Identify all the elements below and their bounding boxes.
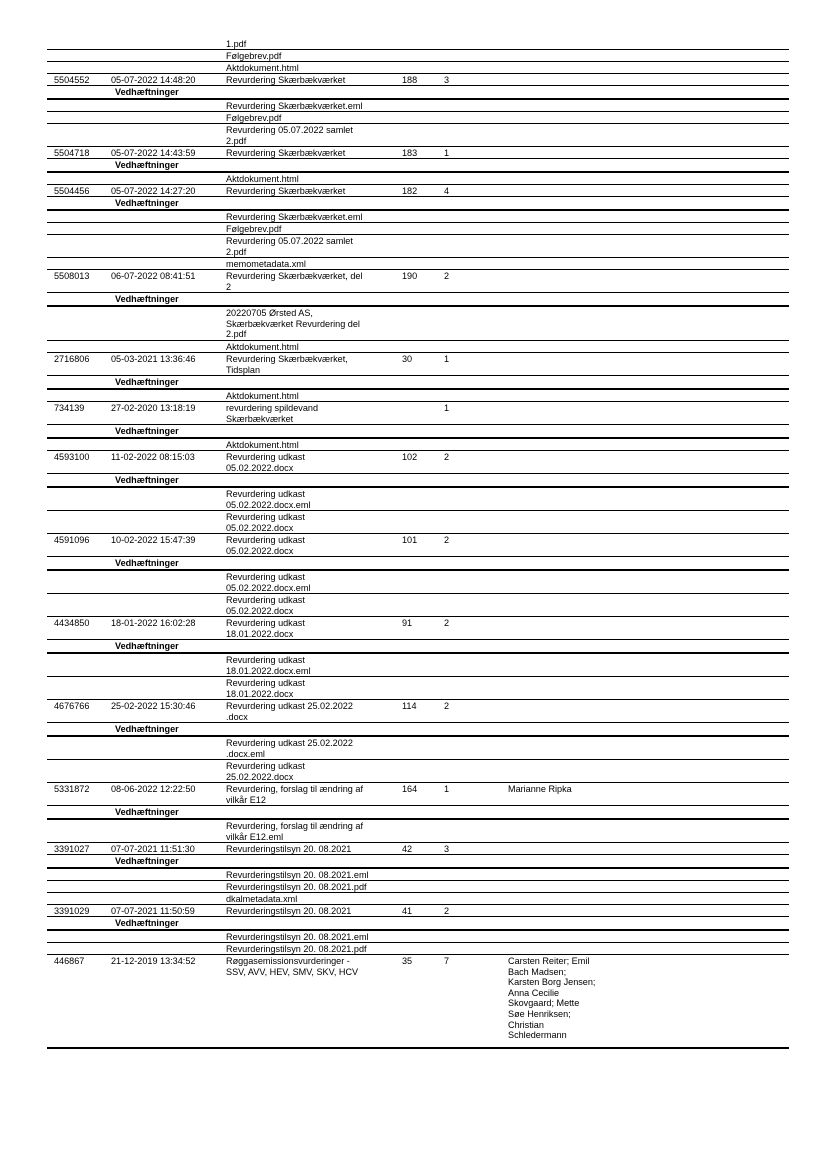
attachment-row — [47, 594, 789, 617]
document-title: Røggasemissionsvurderinger - SSV, AVV, HEV, SMV, SKV, HCV — [226, 956, 359, 977]
attachment-row — [47, 112, 789, 124]
attachment-filename: Revurdering udkast 05.02.2022.docx.eml — [226, 572, 311, 593]
attachments-label: Vedhæftninger — [115, 724, 179, 734]
attachment-row — [47, 258, 789, 270]
attachment-row — [47, 677, 789, 700]
document-row — [47, 843, 789, 855]
attachment-row — [47, 654, 789, 677]
document-id: 4593100 — [54, 452, 90, 462]
document-id: 4676766 — [54, 701, 90, 711]
attachment-filename: Aktdokument.html — [226, 63, 299, 73]
attachment-filename: Revurdering 05.07.2022 samlet 2.pdf — [226, 236, 353, 257]
attachment-filename: Revurdering udkast 05.02.2022.docx.eml — [226, 489, 311, 510]
attachment-filename: Aktdokument.html — [226, 174, 299, 184]
attachment-filename: Revurderingstilsyn 20. 08.2021.eml — [226, 870, 369, 880]
attachments-header-row — [47, 855, 789, 869]
document-number: 164 — [402, 784, 418, 794]
attachments-label: Vedhæftninger — [115, 918, 179, 928]
document-date: 08-06-2022 12:22:50 — [111, 784, 196, 794]
attachment-filename: Aktdokument.html — [226, 440, 299, 450]
attachments-label: Vedhæftninger — [115, 475, 179, 485]
document-number: 190 — [402, 271, 418, 281]
attachments-label: Vedhæftninger — [115, 856, 179, 866]
attachment-count: 2 — [444, 271, 450, 281]
attachment-count: 2 — [444, 618, 450, 628]
document-title: Revurdering udkast 18.01.2022.docx — [226, 618, 305, 639]
attachments-header-row — [47, 376, 789, 390]
attachment-filename: Aktdokument.html — [226, 391, 299, 401]
attachments-header-row — [47, 474, 789, 488]
attachments-header-row — [47, 293, 789, 307]
document-date: 25-02-2022 15:30:46 — [111, 701, 196, 711]
attachments-header-row — [47, 86, 789, 100]
attachment-row — [47, 943, 789, 955]
attachments-header-row — [47, 197, 789, 211]
attachment-row — [47, 124, 789, 147]
attachments-label: Vedhæftninger — [115, 558, 179, 568]
attachments-label: Vedhæftninger — [115, 294, 179, 304]
document-row — [47, 402, 789, 425]
document-number: 35 — [402, 956, 413, 966]
attachments-header-row — [47, 806, 789, 820]
attachments-header-row — [47, 917, 789, 931]
attachment-filename: Følgebrev.pdf — [226, 51, 282, 61]
attachments-header-row — [47, 723, 789, 737]
document-row — [47, 74, 789, 86]
document-number: 114 — [402, 701, 417, 711]
attachment-filename: Følgebrev.pdf — [226, 113, 282, 123]
document-date: 27-02-2020 13:18:19 — [111, 403, 196, 413]
document-title: Revurdering, forslag til ændring af vilkår E12 — [226, 784, 363, 805]
document-date: 05-07-2022 14:43:59 — [111, 148, 196, 158]
attachment-row — [47, 439, 789, 451]
attachment-row — [47, 881, 789, 893]
attachment-filename: Revurderingstilsyn 20. 08.2021.pdf — [226, 944, 367, 954]
attachment-row — [47, 50, 789, 62]
attachment-filename: 20220705 Ørsted AS, Skærbækværket Revurdering del 2.pdf — [226, 308, 360, 340]
attachment-count: 2 — [444, 452, 450, 462]
attachment-count: 2 — [444, 701, 450, 711]
attachment-count: 1 — [444, 784, 450, 794]
document-title: Revurdering udkast 05.02.2022.docx — [226, 452, 305, 473]
attachment-filename: Revurdering udkast 18.01.2022.docx.eml — [226, 655, 311, 676]
document-number: 30 — [402, 354, 413, 364]
document-date: 07-07-2021 11:51:30 — [111, 844, 195, 854]
document-row — [47, 955, 789, 1049]
document-row — [47, 783, 789, 806]
attachment-filename: Revurdering Skærbækværket.eml — [226, 212, 363, 222]
attachment-row — [47, 341, 789, 353]
document-id: 5504456 — [54, 186, 90, 196]
document-date: 11-02-2022 08:15:03 — [111, 452, 195, 462]
attachment-row — [47, 760, 789, 783]
document-title: Revurdering Skærbækværket, Tidsplan — [226, 354, 348, 375]
attachment-count: 2 — [444, 535, 450, 545]
attachment-count: 3 — [444, 75, 450, 85]
document-number: 188 — [402, 75, 418, 85]
document-number: 41 — [402, 906, 413, 916]
document-date: 07-07-2021 11:50:59 — [111, 906, 195, 916]
attachment-filename: 1.pdf — [226, 39, 247, 49]
attachment-filename: Revurdering udkast 05.02.2022.docx — [226, 512, 305, 533]
attachment-row — [47, 737, 789, 760]
attachments-label: Vedhæftninger — [115, 807, 179, 817]
document-id: 5504552 — [54, 75, 90, 85]
document-row — [47, 700, 789, 723]
document-number: 91 — [402, 618, 413, 628]
document-id: 5508013 — [54, 271, 90, 281]
attachment-row — [47, 211, 789, 223]
document-id: 5504718 — [54, 148, 90, 158]
attachment-row — [47, 62, 789, 74]
document-title: Revurdering Skærbækværket — [226, 186, 346, 196]
attachment-count: 1 — [444, 403, 450, 413]
attachment-filename: Aktdokument.html — [226, 342, 299, 352]
attachment-count: 3 — [444, 844, 450, 854]
document-parties: Carsten Reiter; Emil Bach Madsen; Karsten Borg Jensen; Anna Cecilie Skovgaard; Mette Søe Henriksen; Christian Schledermann — [508, 956, 596, 1041]
attachment-row — [47, 931, 789, 943]
attachment-filename: Revurderingstilsyn 20. 08.2021.eml — [226, 932, 369, 942]
attachments-label: Vedhæftninger — [115, 198, 179, 208]
attachment-row — [47, 571, 789, 594]
attachment-count: 1 — [444, 354, 450, 364]
document-number: 182 — [402, 186, 418, 196]
attachment-filename: Revurderingstilsyn 20. 08.2021.pdf — [226, 882, 367, 892]
attachments-label: Vedhæftninger — [115, 377, 179, 387]
attachment-row — [47, 223, 789, 235]
document-id: 4591096 — [54, 535, 90, 545]
attachment-filename: Revurdering udkast 18.01.2022.docx — [226, 678, 305, 699]
document-row — [47, 617, 789, 640]
document-id: 3391029 — [54, 906, 90, 916]
attachment-filename: Revurdering udkast 25.02.2022.docx — [226, 761, 305, 782]
attachment-filename: Følgebrev.pdf — [226, 224, 282, 234]
attachments-label: Vedhæftninger — [115, 426, 179, 436]
attachments-header-row — [47, 159, 789, 173]
document-date: 05-07-2022 14:48:20 — [111, 75, 196, 85]
attachment-row — [47, 100, 789, 112]
document-date: 18-01-2022 16:02:28 — [111, 618, 196, 628]
attachment-count: 1 — [444, 148, 450, 158]
document-date: 21-12-2019 13:34:52 — [111, 956, 196, 966]
document-date: 10-02-2022 15:47:39 — [111, 535, 196, 545]
attachment-filename: Revurdering udkast 05.02.2022.docx — [226, 595, 305, 616]
attachment-row — [47, 390, 789, 402]
attachment-row — [47, 173, 789, 185]
attachment-count: 7 — [444, 956, 450, 966]
attachment-row — [47, 488, 789, 511]
document-row — [47, 451, 789, 474]
document-row — [47, 185, 789, 197]
document-table — [47, 38, 789, 1049]
document-date: 05-03-2021 13:36:46 — [111, 354, 196, 364]
document-title: Revurdering Skærbækværket, del 2 — [226, 271, 363, 292]
attachments-label: Vedhæftninger — [115, 641, 179, 651]
document-row — [47, 270, 789, 293]
document-title: Revurdering udkast 05.02.2022.docx — [226, 535, 305, 556]
attachments-header-row — [47, 557, 789, 571]
attachments-label: Vedhæftninger — [115, 87, 179, 97]
document-id: 4434850 — [54, 618, 90, 628]
attachment-row — [47, 820, 789, 843]
document-number: 101 — [402, 535, 418, 545]
document-row — [47, 147, 789, 159]
attachments-label: Vedhæftninger — [115, 160, 179, 170]
document-title: Revurderingstilsyn 20. 08.2021 — [226, 844, 352, 854]
attachment-filename: memometadata.xml — [226, 259, 306, 269]
attachment-filename: dkalmetadata.xml — [226, 894, 298, 904]
document-number: 183 — [402, 148, 418, 158]
attachments-header-row — [47, 640, 789, 654]
attachment-row — [47, 307, 789, 341]
document-title: Revurdering Skærbækværket — [226, 75, 346, 85]
attachment-count: 4 — [444, 186, 450, 196]
document-id: 734139 — [54, 403, 85, 413]
attachment-filename: Revurdering 05.07.2022 samlet 2.pdf — [226, 125, 353, 146]
attachments-header-row — [47, 425, 789, 439]
document-id: 3391027 — [54, 844, 90, 854]
document-title: Revurdering udkast 25.02.2022 .docx — [226, 701, 353, 722]
attachment-filename: Revurdering, forslag til ændring af vilkår E12.eml — [226, 821, 363, 842]
attachment-filename: Revurdering udkast 25.02.2022 .docx.eml — [226, 738, 353, 759]
document-id: 2716806 — [54, 354, 90, 364]
document-parties: Marianne Ripka — [508, 784, 572, 794]
attachment-count: 2 — [444, 906, 450, 916]
document-date: 06-07-2022 08:41:51 — [111, 271, 196, 281]
document-row — [47, 905, 789, 917]
document-title: revurdering spildevand Skærbækværket — [226, 403, 319, 424]
document-number: 42 — [402, 844, 413, 854]
document-title: Revurdering Skærbækværket — [226, 148, 346, 158]
attachment-filename: Revurdering Skærbækværket.eml — [226, 101, 363, 111]
document-date: 05-07-2022 14:27:20 — [111, 186, 196, 196]
attachment-row — [47, 38, 789, 50]
document-id: 5331872 — [54, 784, 90, 794]
attachment-row — [47, 235, 789, 258]
attachment-row — [47, 869, 789, 881]
document-row — [47, 534, 789, 557]
document-id: 446867 — [54, 956, 85, 966]
attachment-row — [47, 893, 789, 905]
document-number: 102 — [402, 452, 418, 462]
document-row — [47, 353, 789, 376]
attachment-row — [47, 511, 789, 534]
document-title: Revurderingstilsyn 20. 08.2021 — [226, 906, 352, 916]
